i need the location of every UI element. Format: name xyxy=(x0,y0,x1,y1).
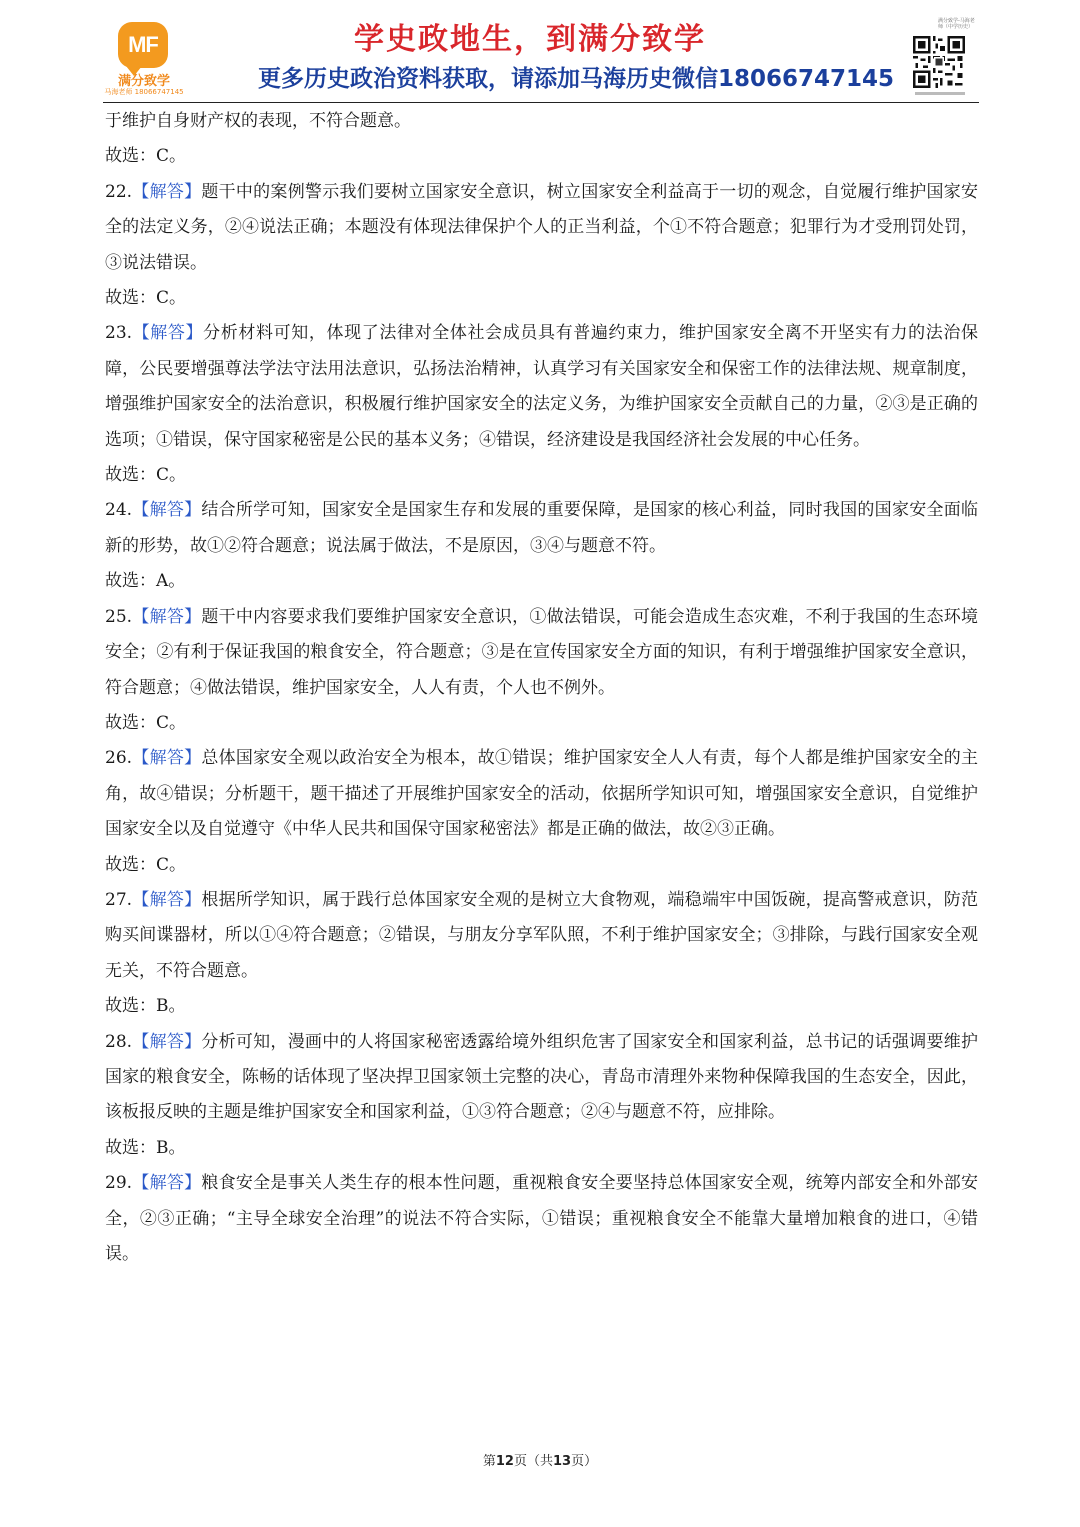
answer-choice: 故选：A。 xyxy=(105,571,186,592)
header-divider xyxy=(103,102,979,103)
answer-tag: 【解答】 xyxy=(132,606,202,627)
brand-logo-icon: MF xyxy=(118,22,168,68)
answer-item-22 xyxy=(105,175,978,281)
header-slogan: 学史政地生，到满分致学 xyxy=(354,22,706,57)
answer-item-26 xyxy=(105,741,978,847)
answer-item-23 xyxy=(105,316,978,458)
answer-item-25 xyxy=(105,600,978,706)
answer-text: 粮食安全是事关人类生存的根本性问题，重视粮食安全要坚持总体国家安全观，统筹内部安全和外部安全，②③正确；“主导全球安全治理”的说法不符合实际，①错误；重视粮食安全不能靠大量增加粮食的进口，④错误。 xyxy=(105,1173,979,1264)
answer-tag: 【解答】 xyxy=(132,323,204,344)
answer-choice: 故选：C。 xyxy=(105,712,187,733)
footer-suffix: 页） xyxy=(571,1454,598,1469)
answer-text: 题干中内容要求我们要维护国家安全意识，①做法错误，可能会造成生态灾难，不利于我国的生态环境安全；②有利于保证我国的粮食安全，符合题意；③是在宣传国家安全方面的知识，有利于增强维护国家安全意识，符合题意；④做法错误，维护国家安全，人人有责，个人也不例外。 xyxy=(105,606,979,698)
page-header xyxy=(0,0,1080,104)
answer-choice: 故选：B。 xyxy=(105,1137,186,1158)
answer-tag: 【解答】 xyxy=(132,181,202,202)
brand-name: 满分致学 xyxy=(117,74,170,89)
qr-caption: 满分致学-马海老师（中学历史） xyxy=(938,18,975,30)
answer-choice: 故选：C。 xyxy=(105,288,187,309)
item-number: 26. xyxy=(105,748,133,769)
page-footer xyxy=(0,1450,1080,1469)
answer-tag: 【解答】 xyxy=(132,1173,202,1194)
answer-choice: 故选：C。 xyxy=(105,146,187,167)
answer-text: 根据所学知识，属于践行总体国家安全观的是树立大食物观，端稳端牢中国饭碗，提高警戒意识，防范购买间谍器材，所以①④符合题意；②错误，与朋友分享军队照，不利于维护国家安全；③排除，与践行国家安全观无关，不符合题意。 xyxy=(105,889,979,981)
item-number: 28. xyxy=(105,1031,133,1052)
answer-text: 题干中的案例警示我们要树立国家安全意识，树立国家安全利益高于一切的观念，自觉履行维护国家安全的法定义务，②④说法正确；本题没有体现法律保护个人的正当利益，个①不符合题意；犯罪行为才受刑罚处罚，③说法错误。 xyxy=(105,181,979,273)
answer-tag: 【解答】 xyxy=(132,500,202,521)
answer-choice: 故选：C。 xyxy=(105,465,187,486)
brand-subtitle: 马海老师 18066747145 xyxy=(104,88,184,96)
item-number: 22. xyxy=(105,181,133,202)
answer-text: 分析材料可知，体现了法律对全体社会成员具有普遍约束力，维护国家安全离不开坚实有力的法治保障，公民要增强尊法学法守法用法意识，弘扬法治精神，认真学习有关国家安全和保密工作的法律法规、规章制度，增强维护国家安全的法治意识，积极履行维护国家安全的法定义务，为维护国家安全贡献自己的力量，②③是正确的选项；①错误，保守国家秘密是公民的基本义务；④错误，经济建设是我国经济社会发展的中心任务。 xyxy=(105,323,979,450)
answer-tag: 【解答】 xyxy=(132,1031,202,1052)
footer-mid: 页（共 xyxy=(513,1454,553,1469)
item-number: 29. xyxy=(105,1173,133,1194)
item-number: 27. xyxy=(105,889,133,910)
qr-code-icon xyxy=(913,36,965,88)
current-page-number: 12 xyxy=(495,1454,514,1469)
total-page-number: 13 xyxy=(553,1454,572,1469)
answer-text: 结合所学可知，国家安全是国家生存和发展的重要保障，是国家的核心利益，同时我国的国家安全面临新的形势，故①②符合题意；说法属于做法，不是原因，③④与题意不符。 xyxy=(105,500,979,556)
item-number: 24. xyxy=(105,500,133,521)
answer-choice: 故选：B。 xyxy=(105,996,186,1017)
answer-choice: 故选：C。 xyxy=(105,854,187,875)
answer-tag: 【解答】 xyxy=(132,889,202,910)
continued-paragraph: 于维护自身财产权的表现，不符合题意。 xyxy=(105,111,411,131)
answer-text: 分析可知，漫画中的人将国家秘密透露给境外组织危害了国家安全和国家利益，总书记的话强调要维护国家的粮食安全，陈畅的话体现了坚决捍卫国家领土完整的决心，青岛市清理外来物种保障我国的生态安全，因此，该板报反映的主题是维护国家安全和国家利益，①③符合题意；②④与题意不符，应排除。 xyxy=(105,1031,979,1123)
item-number: 23. xyxy=(105,323,133,344)
answer-item-29 xyxy=(105,1166,978,1272)
answer-text: 总体国家安全观以政治安全为根本，故①错误；维护国家安全人人有责，每个人都是维护国家安全的主角，故④错误；分析题干，题干描述了开展维护国家安全的活动，依据所学知识可知，增强国家安全意识，自觉维护国家安全以及自觉遵守《中华人民共和国保守国家秘密法》都是正确的做法，故②③正确。 xyxy=(105,748,979,840)
answer-item-24 xyxy=(105,493,978,564)
footer-prefix: 第 xyxy=(482,1454,496,1469)
answer-item-27 xyxy=(105,883,978,989)
header-contact-line: 更多历史政治资料获取，请添加马海历史微信18066747145 xyxy=(258,66,895,92)
item-number: 25. xyxy=(105,606,133,627)
answer-content xyxy=(105,104,978,1272)
answer-item-28 xyxy=(105,1025,978,1131)
answer-tag: 【解答】 xyxy=(132,748,202,769)
qr-footer-bar xyxy=(915,92,965,95)
